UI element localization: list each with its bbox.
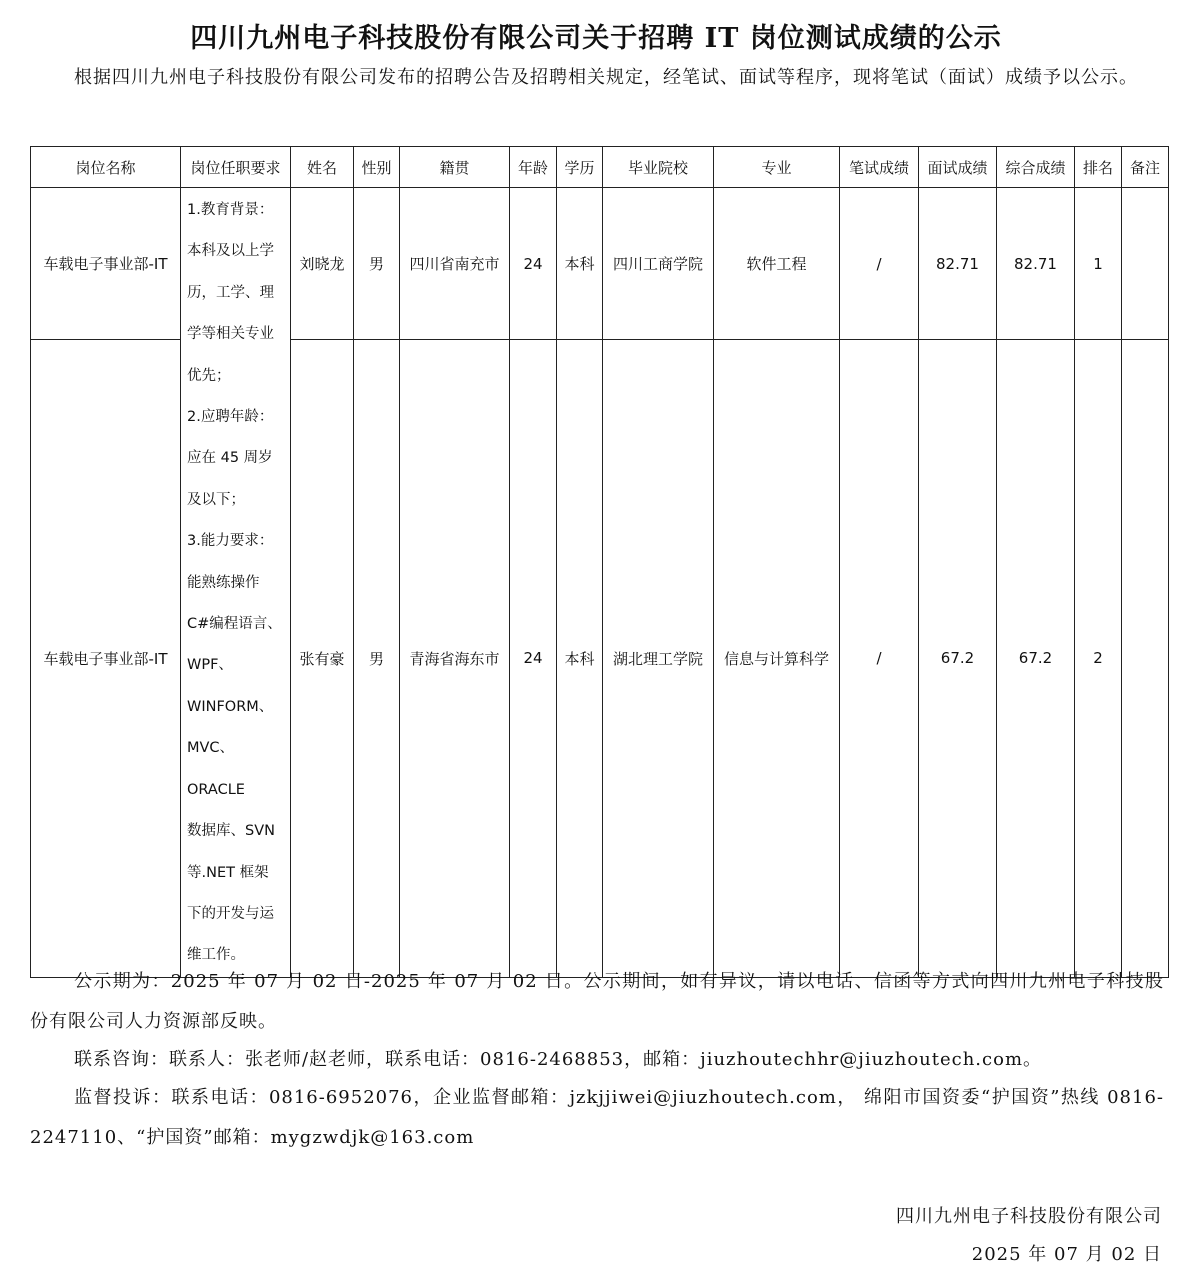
- table-header-row: [31, 147, 1169, 188]
- cell-position: 车载电子事业部-IT: [31, 188, 181, 340]
- cell-total-score: 82.71: [997, 188, 1075, 340]
- cell-requirements: [181, 188, 291, 978]
- header-gender: 性别: [354, 147, 400, 188]
- header-total-score: 综合成绩: [997, 147, 1075, 188]
- header-interview-score: 面试成绩: [919, 147, 997, 188]
- intro-paragraph: 根据四川九州电子科技股份有限公司发布的招聘公告及招聘相关规定，经笔试、面试等程序，现将笔试（面试）成绩予以公示。: [74, 67, 1138, 88]
- cell-position: 车载电子事业部-IT: [31, 340, 181, 978]
- cell-rank: 1: [1075, 188, 1122, 340]
- cell-rank: 2: [1075, 340, 1122, 978]
- cell-name: 张有豪: [291, 340, 354, 978]
- requirement-line: 1.教育背景：: [187, 202, 274, 218]
- requirement-line: 数据库、SVN: [187, 823, 275, 840]
- complaint-paragraph: 监督投诉：联系电话：0816-6952076，企业监督邮箱：jzkjjiwei@jiuzhoutech.com， 绵阳市国资委“护国资”热线 0816-2247110、“护国资”邮箱：mygzwdjk@163.com: [30, 1087, 1164, 1148]
- signature-company: 四川九州电子科技股份有限公司: [896, 1206, 1162, 1227]
- cell-school: 湖北理工学院: [603, 340, 714, 978]
- results-table: [30, 146, 1169, 978]
- requirement-line: 维工作。: [187, 947, 245, 964]
- cell-total-score: 67.2: [997, 340, 1075, 978]
- header-requirements: 岗位任职要求: [181, 147, 291, 188]
- requirement-line: WPF、: [187, 657, 233, 674]
- cell-education: 本科: [557, 188, 603, 340]
- requirement-line: 本科及以上学: [187, 243, 274, 260]
- header-note: 备注: [1122, 147, 1169, 188]
- requirement-line: 优先；: [187, 367, 231, 384]
- cell-note: [1122, 340, 1169, 978]
- requirement-line: 3.能力要求：: [187, 533, 274, 550]
- requirement-line: 等.NET 框架: [187, 864, 269, 881]
- contact-paragraph: 联系咨询：联系人：张老师/赵老师，联系电话：0816-2468853，邮箱：jiuzhoutechhr@jiuzhoutech.com。: [74, 1049, 1043, 1070]
- cell-written-score: /: [840, 188, 919, 340]
- requirement-line: 2.应聘年龄：: [187, 409, 274, 426]
- cell-gender: 男: [354, 188, 400, 340]
- requirement-line: MVC、ORACLE: [187, 740, 245, 798]
- header-major: 专业: [714, 147, 840, 188]
- header-age: 年龄: [510, 147, 557, 188]
- requirement-line: C#编程语言、: [187, 616, 282, 633]
- requirement-line: 学等相关专业: [187, 326, 274, 343]
- requirement-line: WINFORM、: [187, 698, 274, 715]
- requirement-line: 及以下；: [187, 491, 245, 508]
- cell-note: [1122, 188, 1169, 340]
- table-row: [31, 188, 1169, 340]
- cell-interview-score: 67.2: [919, 340, 997, 978]
- cell-education: 本科: [557, 340, 603, 978]
- header-school: 毕业院校: [603, 147, 714, 188]
- cell-hometown: 青海省海东市: [400, 340, 510, 978]
- cell-major: 信息与计算科学: [714, 340, 840, 978]
- header-rank: 排名: [1075, 147, 1122, 188]
- notice-paragraph: 公示期为：2025 年 07 月 02 日-2025 年 07 月 02 日。公示期间，如有异议，请以电话、信函等方式向四川九州电子科技股份有限公司人力资源部反映。: [30, 971, 1164, 1032]
- header-position: 岗位名称: [31, 147, 181, 188]
- signature-date: 2025 年 07 月 02 日: [971, 1244, 1162, 1265]
- header-hometown: 籍贯: [400, 147, 510, 188]
- cell-written-score: /: [840, 340, 919, 978]
- header-name: 姓名: [291, 147, 354, 188]
- cell-age: 24: [510, 340, 557, 978]
- cell-hometown: 四川省南充市: [400, 188, 510, 340]
- cell-interview-score: 82.71: [919, 188, 997, 340]
- cell-school: 四川工商学院: [603, 188, 714, 340]
- requirement-line: 能熟练操作: [187, 574, 260, 591]
- page-title: 四川九州电子科技股份有限公司关于招聘 IT 岗位测试成绩的公示: [190, 23, 1002, 54]
- header-written-score: 笔试成绩: [840, 147, 919, 188]
- requirement-line: 历，工学、理: [187, 284, 274, 301]
- cell-gender: 男: [354, 340, 400, 978]
- cell-name: 刘晓龙: [291, 188, 354, 340]
- requirement-line: 下的开发与运: [187, 905, 274, 922]
- cell-age: 24: [510, 188, 557, 340]
- header-education: 学历: [557, 147, 603, 188]
- cell-major: 软件工程: [714, 188, 840, 340]
- requirement-line: 应在 45 周岁: [187, 450, 273, 467]
